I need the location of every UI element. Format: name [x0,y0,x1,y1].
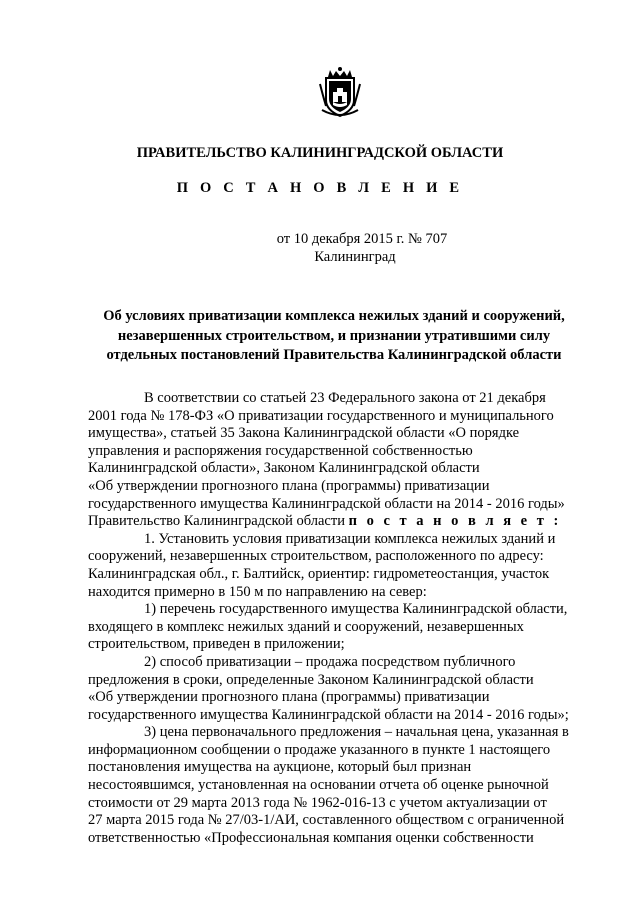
sub2-line: 2) способ приватизации – продажа посредством публичного [144,653,516,670]
preamble-line: управления и распоряжения государственной собственностью [88,442,473,459]
item1-line: 1. Установить условия приватизации комплекса нежилых зданий и [144,530,556,547]
preamble-line: В соответствии со статьей 23 Федерального закона от 21 декабря [144,390,546,406]
sub3-line: 27 марта 2015 года № 27/03-1/АИ, составленного обществом с ограниченной [88,812,565,829]
title-line: незавершенных строительством, и признании утратившими силу [117,327,551,344]
sub3-line: 3) цена первоначального предложения – начальная цена, указанная в [144,724,569,741]
coat-of-arms-emblem [318,66,362,118]
title-line: Об условиях приватизации комплекса нежилых зданий и сооружений, [103,308,565,324]
sub2-line: предложения в сроки, определенные Законом Калининградской области [88,671,534,688]
item1-line: Калининградская обл., г. Балтийск, ориентир: гидрометеостанция, участок [88,565,550,582]
sub2-line: «Об утверждении прогнозного плана (программы) приватизации [88,689,490,706]
sub3-line: несостоявшимся, установленная на основании отчета об оценке рыночной [88,777,549,794]
sub1-line: строительством, приведен в приложении; [88,636,345,653]
preamble-line: Калининградской области», Законом Калининградской области [88,460,480,477]
preamble-line: государственного имущества Калининградской области на 2014 - 2016 годы» [88,495,565,512]
title-line: отдельных постановлений Правительства Калининградской области [106,347,562,363]
sub3-line: постановления имущества на аукционе, который был признан [88,759,472,776]
document-type: П О С Т А Н О В Л Е Н И Е [176,180,464,196]
item1-line: находится примерно в 150 м по направлению на север: [88,583,427,600]
decides-word: п о с т а н о в л я е т : [348,513,562,530]
document-body [88,390,596,847]
preamble-line: 2001 года № 178-ФЗ «О приватизации государственного и муниципального [88,407,554,424]
sub3-line: информационном сообщении о продаже указанного в пункте 1 настоящего [88,741,551,758]
sub1-line: 1) перечень государственного имущества Калининградской области, [144,601,568,618]
organization-name: ПРАВИТЕЛЬСТВО КАЛИНИНГРАДСКОЙ ОБЛАСТИ [136,145,504,161]
preamble-line: «Об утверждении прогнозного плана (программы) приватизации [88,477,490,494]
sub2-line: государственного имущества Калининградской области на 2014 - 2016 годы»; [88,706,569,723]
document-title [78,307,590,366]
sub3-line: стоимости от 29 марта 2013 года № 1962-016-13 с учетом актуализации от [88,794,547,811]
preamble-line: имущества», статьей 35 Закона Калининградской области «О порядке [88,425,520,442]
city: Калининград [314,249,396,265]
item1-line: сооружений, незавершенных строительством, расположенного по адресу: [88,548,544,565]
decision-line [88,513,596,531]
sub1-line: входящего в комплекс нежилых зданий и сооружений, незавершенных [88,618,524,635]
sub3-line: ответственностью «Профессиональная компания оценки собственности [88,829,534,846]
government-prefix: Правительство Калининградской области [88,513,349,530]
date-and-number: от 10 декабря 2015 г. № 707 [276,231,448,247]
